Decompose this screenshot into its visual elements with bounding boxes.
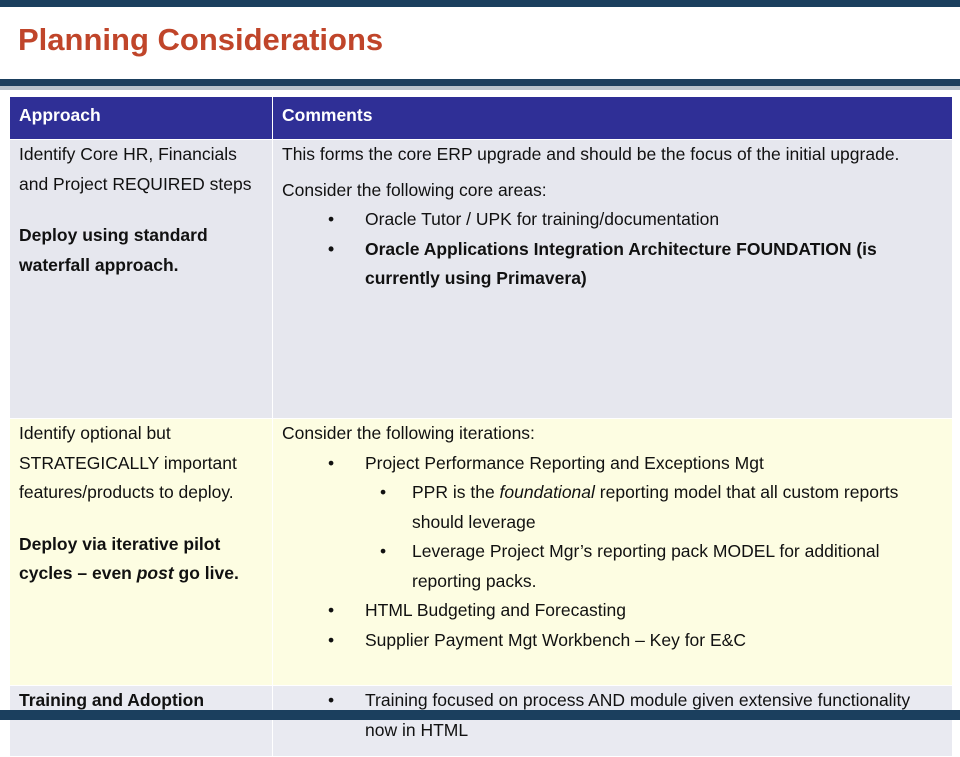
table-header-row (10, 97, 953, 140)
comments-cell (273, 686, 953, 757)
bottom-frame-bar (0, 710, 960, 720)
sub-list (365, 478, 946, 596)
list-item: • Oracle Tutor / UPK for training/documentation (282, 205, 946, 235)
list-item-label: Project Performance Reporting and Exceptions Mgt (365, 452, 764, 473)
sub-list-item: • Leverage Project Mgr’s reporting pack MODEL for additional reporting packs. (282, 537, 946, 596)
approach-text: Identify Core HR, Financials and Project REQUIRED steps (19, 144, 252, 194)
approach-method-emphasis: post (136, 563, 174, 583)
table-row (10, 419, 953, 686)
planning-table (9, 96, 953, 757)
sub-item-part: PPR is the (412, 482, 500, 502)
comments-cell (273, 140, 953, 419)
comment-intro: This forms the core ERP upgrade and should be the focus of the initial upgrade. (282, 144, 900, 164)
sub-item-emphasis: foundational (499, 482, 595, 502)
approach-text: Identify optional but STRATEGICALLY important features/products to deploy. (19, 423, 237, 502)
slide-title: Planning Considerations (18, 22, 384, 57)
approach-method (19, 530, 266, 589)
header-approach: Approach (10, 97, 273, 140)
list-item: • Training focused on process AND module given extensive functionality now in HTML (282, 686, 946, 745)
list-item: • Oracle Applications Integration Architecture FOUNDATION (is currently using Primavera) (282, 235, 946, 294)
sub-item-part: reporting model that all custom reports should leverage (412, 482, 899, 532)
list-item: • Supplier Payment Mgt Workbench – Key for E&C (282, 626, 946, 656)
comment-lead: Consider the following core areas: (282, 179, 547, 200)
approach-method: Deploy using standard waterfall approach. (19, 225, 208, 275)
list-item (282, 449, 946, 597)
sub-list-item (282, 478, 946, 537)
approach-text: Training and Adoption (19, 690, 205, 710)
title-divider-shadow (0, 86, 960, 90)
comment-lead: Consider the following iterations: (282, 423, 535, 443)
table-row (10, 686, 953, 757)
table-row (10, 140, 953, 419)
list-item: • HTML Budgeting and Forecasting (282, 596, 946, 626)
approach-method-part: Deploy via iterative pilot cycles – even (19, 533, 221, 583)
approach-method-part: go live. (173, 563, 239, 583)
core-areas-list (282, 205, 946, 294)
title-divider (0, 79, 960, 86)
approach-cell (10, 140, 273, 419)
approach-cell (10, 686, 273, 757)
header-comments: Comments (273, 97, 953, 140)
iterations-list (282, 449, 946, 656)
approach-cell (10, 419, 273, 686)
top-frame-bar (0, 0, 960, 7)
comments-cell (273, 419, 953, 686)
